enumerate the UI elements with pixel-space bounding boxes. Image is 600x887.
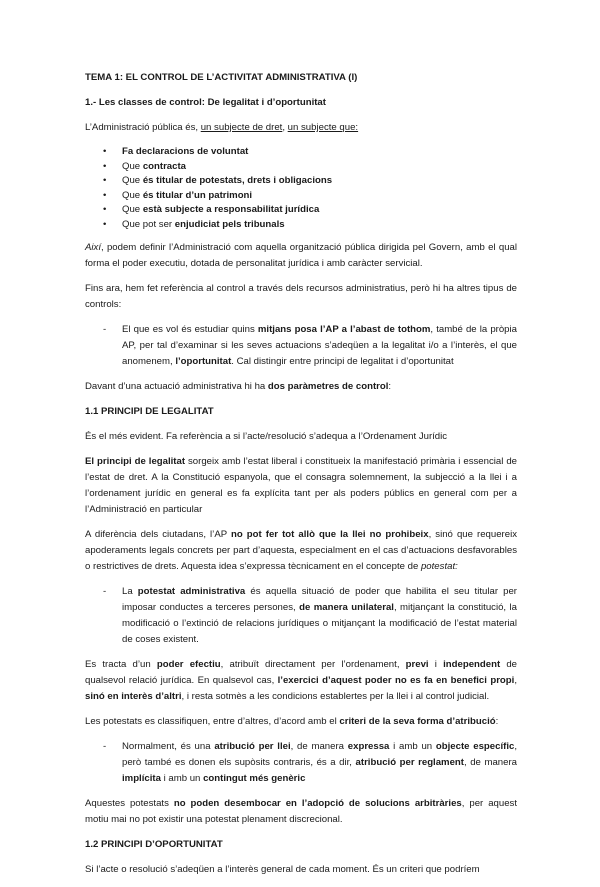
paragraph-evident: És el més evident. Fa referència a si l’acte/resolució s’adequa a l’Ordenament Jurídic xyxy=(85,431,448,442)
list-item: • Que pot ser enjudiciat pels tribunals xyxy=(103,218,517,233)
intro-comma: , xyxy=(282,122,288,133)
section-heading-1-1: 1.1 PRINCIPI DE LEGALITAT xyxy=(85,406,214,417)
dash-marker: - xyxy=(103,324,107,335)
paragraph-fins: Fins ara, hem fet referència al control a través dels recursos administratius, però hi ha altres tipus de controls: xyxy=(85,283,517,310)
paragraph-last: Si l’acte o resolució s’adeqüen a l’interès general de cada moment. És un criteri que podríem xyxy=(85,864,480,875)
paragraph-tracta: Es tracta d’un poder efectiu, atribuït directament per l’ordenament, previ i independent de qualsevol relació jurídica. En qualsevol cas, l’exercici d’aquest poder no es fa en benefici propi, sinó en interès d’altri, i resta sotmès a les condicions establertes per la llei i al control judicial. xyxy=(85,659,517,702)
paragraph-diferencia: A diferència dels ciutadans, l’AP no pot fer tot allò que la llei no prohibeix, sinó que requereix apoderaments legals concrets per part d’aquesta, especialment en el cas d’actuacions desfavorables o restrictives de drets. Aquesta idea s’expressa tècnicament en el concepte de potestat: xyxy=(85,529,518,572)
list-item: • Fa declaracions de voluntat xyxy=(103,145,517,160)
section-heading-1-2: 1.2 PRINCIPI D’OPORTUNITAT xyxy=(85,839,223,850)
dash-item-2: - La potestat administrativa és aquella situació de poder que habilita el seu titular per imposar conductes a terceres persones, de manera unilateral, mitjançant la constitució, la modificació o l’extinció de relacions jurídiques o mitjançant la modificació de l’estat material de coses existent. xyxy=(103,586,517,645)
intro-underline-2: un subjecte que: xyxy=(287,122,359,133)
dash-marker: - xyxy=(103,741,107,752)
paragraph-davant: Davant d’una actuació administrativa hi ha dos paràmetres de control: xyxy=(85,381,392,392)
paragraph-aixi: Així, podem definir l’Administració com aquella organització pública dirigida pel Govern, amb el qual forma el poder executiu, dotada de personalitat jurídica i amb caràcter servicial. xyxy=(85,242,517,269)
document-title: TEMA 1: EL CONTROL DE L’ACTIVITAT ADMINISTRATIVA (I) xyxy=(85,72,358,83)
paragraph-classifiquen: Les potestats es classifiquen, entre d’altres, d’acord amb el criteri de la seva forma d’atribució: xyxy=(85,716,499,727)
paragraph-aquestes: Aquestes potestats no poden desembocar en l’adopció de solucions arbitràries, per aquest motiu mai no pot existir una potestat plenament discrecional. xyxy=(85,798,517,825)
dash-item-1: - El que es vol és estudiar quins mitjans posa l’AP a l’abast de tothom, també de la pròpia AP, per tal d’examinar si les seves actuacions s’adeqüen a la legalitat i/o a l’interès, el que anomenem, l’oportunitat. Cal distingir entre principi de legalitat i d’oportunitat xyxy=(103,324,517,367)
intro-paragraph xyxy=(85,120,517,136)
document-page xyxy=(85,70,517,887)
dash-marker: - xyxy=(103,586,107,597)
list-item: • Que contracta xyxy=(103,160,517,175)
intro-underline-1: un subjecte de dret xyxy=(200,122,283,133)
list-item: • Que és titular d’un patrimoni xyxy=(103,189,517,204)
section-heading-1: 1.- Les classes de control: De legalitat i d’oportunitat xyxy=(85,97,326,108)
list-item: • Que és titular de potestats, drets i obligacions xyxy=(103,174,517,189)
bullet-list xyxy=(85,145,517,232)
paragraph-principi: El principi de legalitat sorgeix amb l’estat liberal i constitueix la manifestació primària i essencial de l’estat de dret. A la Constitució espanyola, que el consagra solemnement, la subjecció a la llei i a l’ordenament jurídic en general es fa explícita tant per als poders públics en general com per a l’Administració en particular xyxy=(85,456,517,515)
intro-text: L’Administració pública és, xyxy=(85,122,201,133)
list-item: • Que està subjecte a responsabilitat jurídica xyxy=(103,203,517,218)
dash-item-3: - Normalment, és una atribució per llei, de manera expressa i amb un objecte específic, però també es donen els supòsits contraris, és a dir, atribució per reglament, de manera implícita i amb un contingut més genèric xyxy=(103,741,517,784)
